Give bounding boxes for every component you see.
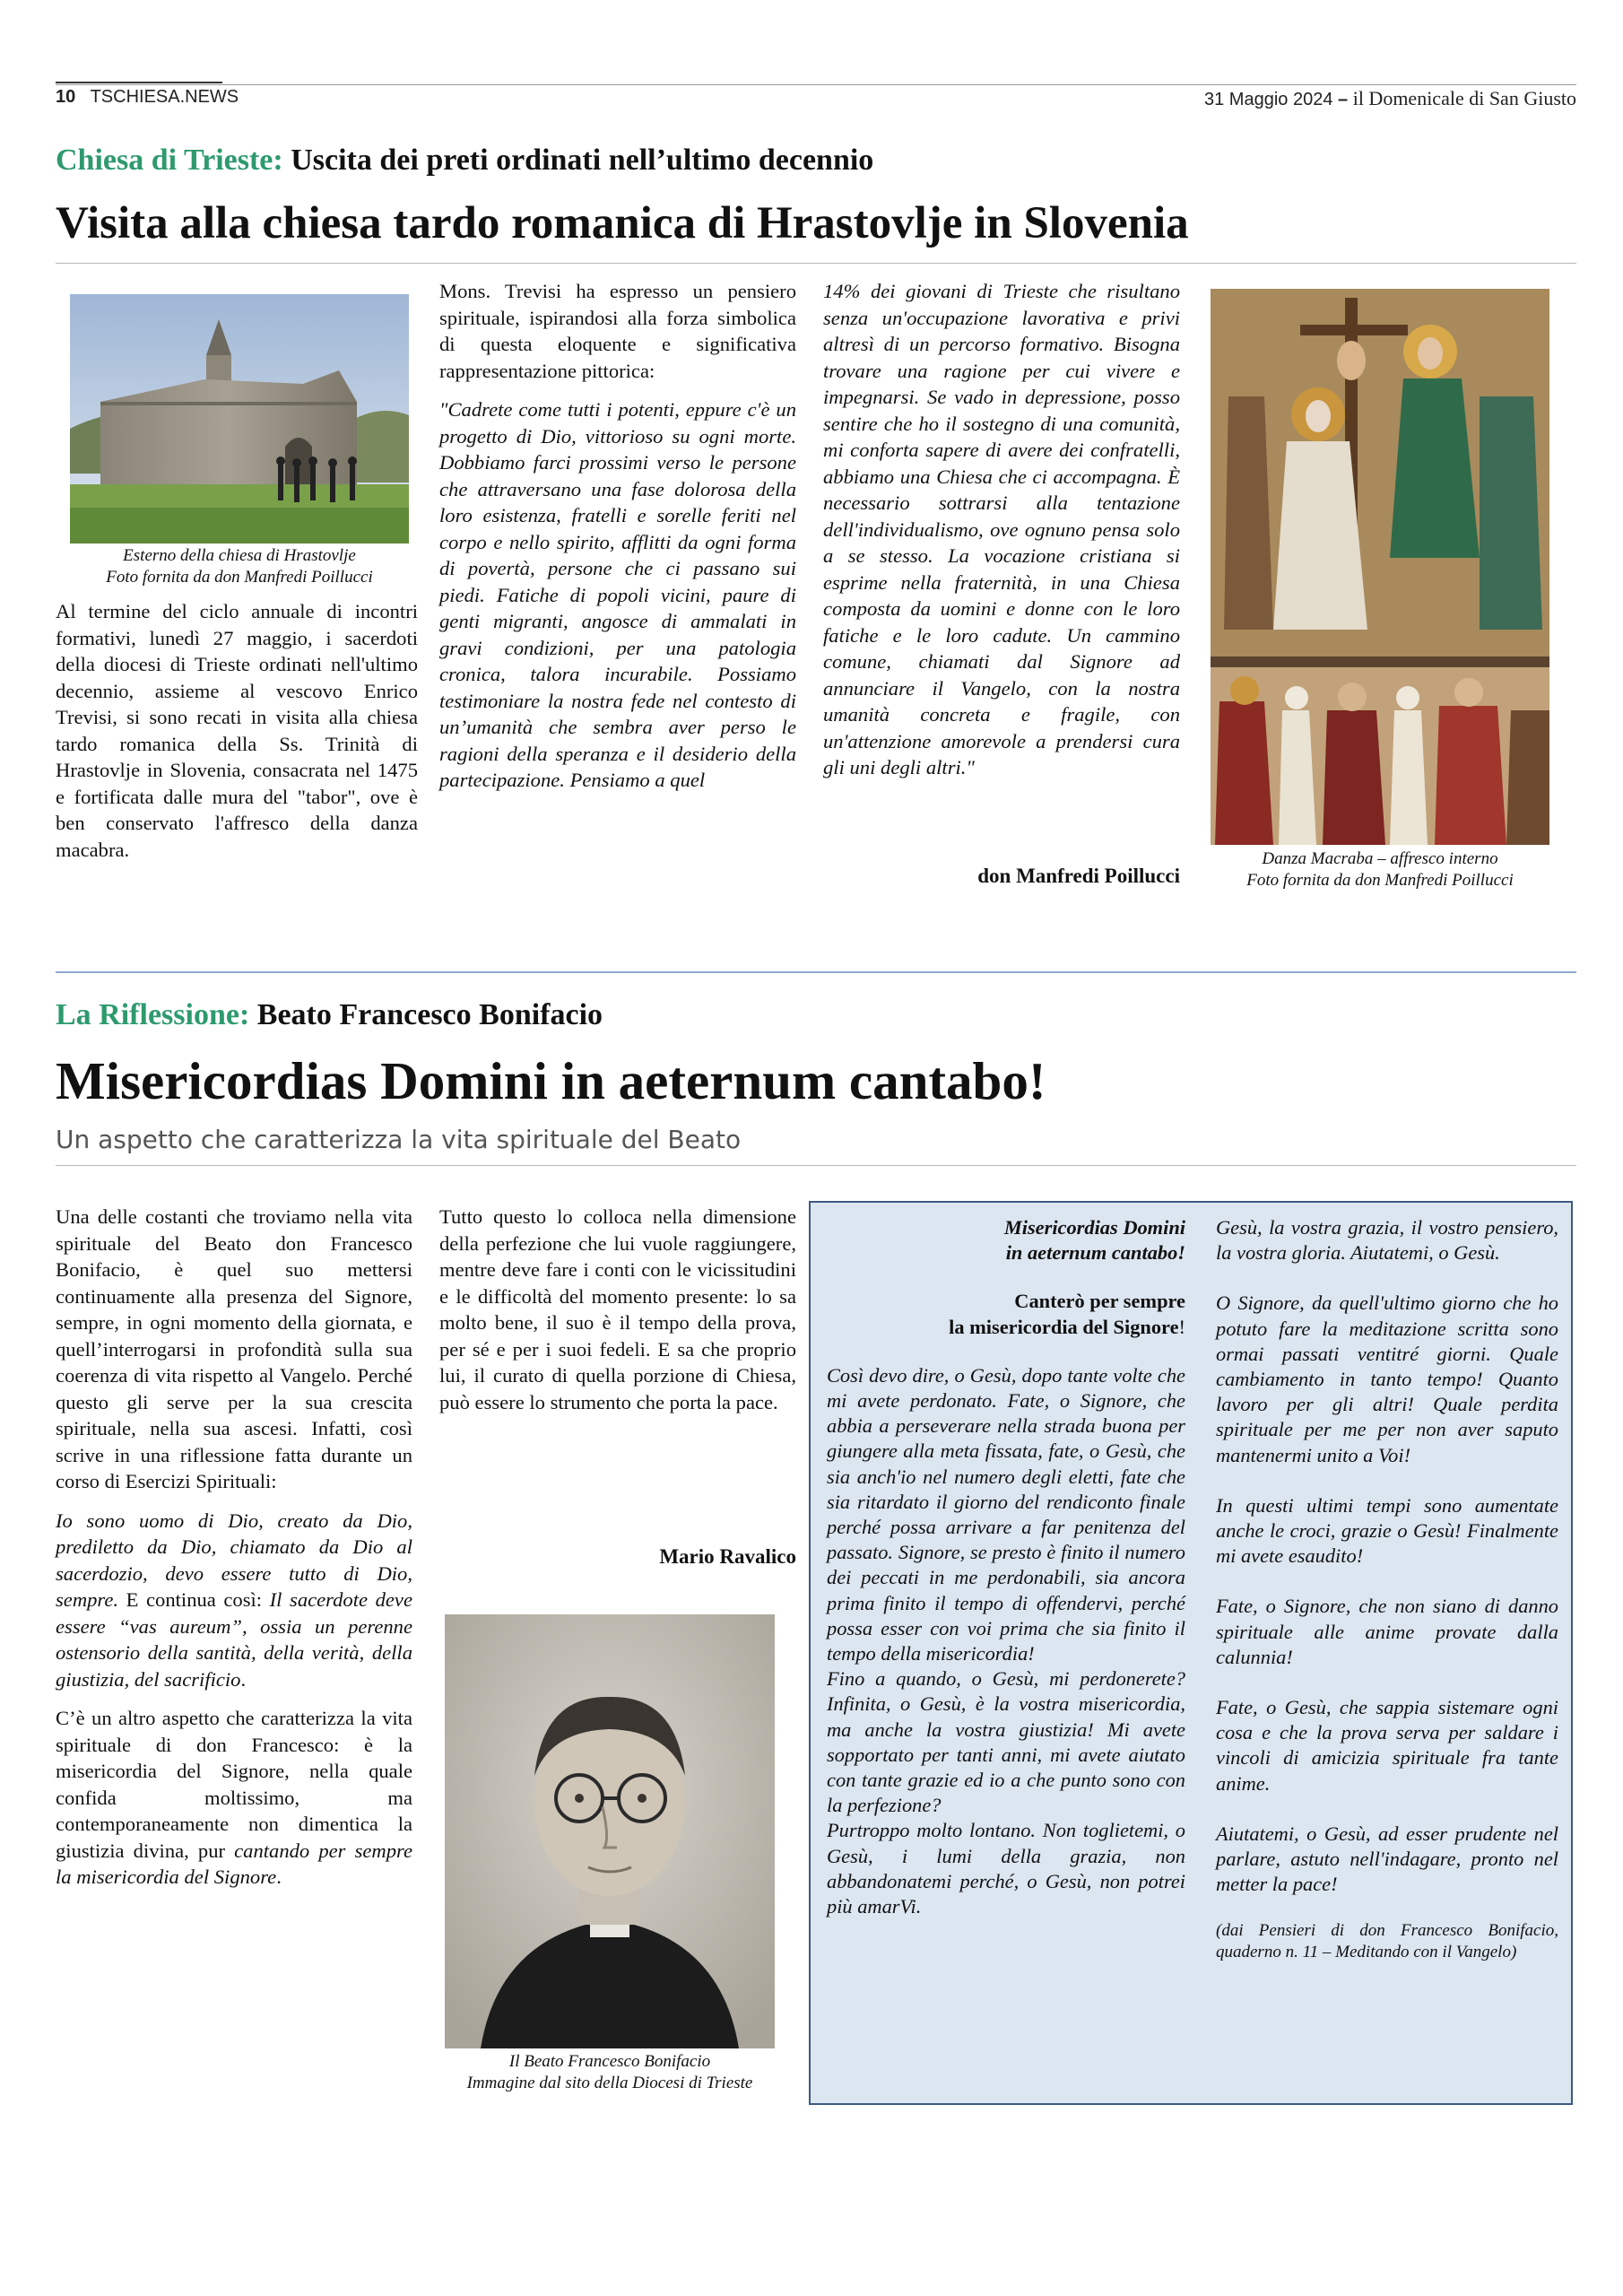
article2-column1 [56, 1204, 412, 1891]
issue-date: 31 Maggio 2024 [1204, 90, 1333, 109]
heading-text: la misericordia del Signore [949, 1315, 1179, 1338]
article2-col1-p2 [56, 1508, 412, 1693]
article1-col1-text: Al termine del ciclo annuale di incontri formativi, lunedì 27 maggio, i sacerdoti della diocesi di Trieste ordinati nell'ultimo decennio, assieme al vescovo Enrico Trevisi, si sono recati in visita alla chiesa tardo romanica della Ss. Trinità di Hrastovlje in Slovenia, consacrata nel 1475 e fortificata dalle mura del "tabor", ove è ben conservato l'affresco della danza macabra. [56, 600, 418, 861]
box-right-p1: Gesù, la vostra grazia, il vostro pensiero, la vostra gloria. Aiutatemi, o Gesù. [1216, 1216, 1558, 1265]
body-text: . [240, 1667, 247, 1691]
article2-subtitle-rule [56, 1165, 1576, 1166]
paper-name: il Domenicale di San Giusto [1352, 87, 1576, 109]
article1-column2 [439, 278, 796, 794]
church-exterior-photo [70, 294, 409, 544]
article1-title: Visita alla chiesa tardo romanica di Hrastovlje in Slovenia [56, 198, 1189, 248]
article2-title: Misericordias Domini in aeternum cantabo! [56, 1051, 1046, 1110]
heading-line: Misericordias Domini [1003, 1216, 1185, 1239]
heading-line [827, 1315, 1185, 1340]
article1-column1 [56, 598, 418, 863]
bonifacio-portrait-photo [445, 1614, 775, 2048]
box-left-p3: Purtroppo molto lontano. Non toglietemi, o Gesù, i lumi della grazia, non abbandonatemi perché, o Gesù, non potrei più amarVi. [827, 1819, 1185, 1918]
article1-section: Chiesa di Trieste: [56, 144, 283, 177]
box-left-p2: Fino a quando, o Gesù, mi perdonerete? Infinita, o Gesù, è la vostra misericordia, ma anche la vostra giustizia! Mi avete sopportato per tanti anni, mi avete aiutato con tante grazie ed io a che punto sono con la perfezione? [827, 1667, 1185, 1817]
box-right-p3: In questi ultimi tempi sono aumentate anche le croci, grazie o Gesù! Finalmente mi avete esaudito! [1216, 1493, 1558, 1568]
article1-column3 [823, 278, 1180, 781]
header-rule [56, 84, 1576, 85]
article2-author: Mario Ravalico [659, 1545, 796, 1568]
article2-col2-text: Tutto questo lo colloca nella dimensione della perfezione che lui vuole raggiungere, mentre deve fare i conti con le vicissitudini e le difficoltà del momento presente: lo sa molto bene, il suo è il tempo della prova, per sé e per i suoi fedeli. E sa che proprio lui, il curato di quella porzione di Chiesa, può essere lo strumento che porta la pace. [439, 1205, 796, 1413]
quote-text: cantando per sempre la misericordia del Signore [56, 1839, 412, 1888]
article1-kicker [56, 144, 873, 178]
article1-col3-quote: 14% dei giovani di Trieste che risultano senza un'occupazione lavorativa e privi altresì di un percorso formativo. Bisogna trovare una ragione per cui vivere e impegnarsi. Se vado in depressione, posso sentire che ho il sostegno di una comunità, mi conforta sapere di avere dei confratelli, abbiamo una Chiesa che ci accompagna. È necessario sottrarsi alla tentazione dell'individualismo, ove ognuno pensa solo a se stesso. La vocazione cristiana si esprime nella fraternità, in una Chiesa composta da uomini e donne con le loro fatiche e le loro cadute. Un cammino comune, chiamati dal Signore ad annunciare il Vangelo, con la nostra umanità concreta e fragile, con un'attenzione amorevole a prendersi cura gli uni degli altri." [823, 280, 1180, 778]
fresco-caption [1202, 848, 1558, 891]
body-text: . [276, 1866, 282, 1888]
pensieri-quote-box [809, 1201, 1573, 2105]
caption-line: Il Beato Francesco Bonifacio [508, 2052, 711, 2071]
article1-title-rule [56, 263, 1576, 264]
article2-topic: Beato Francesco Bonifacio [256, 998, 603, 1031]
article2-section: La Riflessione: [56, 998, 250, 1031]
header-right [1204, 87, 1576, 110]
article2-kicker [56, 998, 603, 1032]
quote-box-right-column [1216, 1215, 1558, 1963]
fresco-photo [1211, 289, 1549, 845]
page-number: 10 [56, 87, 76, 107]
body-text: E continua così: [118, 1588, 270, 1611]
caption-line: Foto fornita da don Manfredi Poillucci [1246, 871, 1514, 890]
quote-text: Io sono uomo di Dio, creato da Dio, prediletto da Dio, chiamato da Dio al sacerdozio, devo essere tutto di Dio, sempre. [56, 1509, 412, 1611]
box-right-p5: Fate, o Gesù, che sappia sistemare ogni cosa e che la prova serva per saldare i vincoli di amicizia spirituale fra tante anime. [1216, 1696, 1558, 1795]
box-right-p2: O Signore, da quell'ultimo giorno che ho potuto fare la meditazione scritta sono ormai passati ventitré giorni. Quale cambiamento in tanto tempo! Quanto lavoro per gli altri! Quale perdita spirituale per me per non aver saputo mantenermi unito a Voi! [1216, 1292, 1558, 1466]
header-rule-accent [56, 82, 222, 83]
article1-topic: Uscita dei preti ordinati nell’ultimo decennio [291, 144, 874, 177]
article1-col2-quote: "Cadrete come tutti i potenti, eppure c'è un progetto di Dio, vittorioso su ogni morte. Dobbiamo farci prossimi verso le persone che attraversano una fase dolorosa della loro esistenza, fratelli e sorelle feriti nel corpo e nello spirito, afflitti da ogni forma di povertà, persone che ci passano sui piedi. Fatiche di popoli vicini, paure di genti migranti, angosce di ammalati in gravi condizioni, per una patologia cronica, talora incurabile. Possiamo testimoniare la nostra fede nel contesto di un’umanità che sembra aver perso le ragioni della speranza e il desiderio della partecipazione. Pensiamo a quel [439, 398, 796, 791]
caption-line: Immagine dal sito della Diocesi di Trieste [466, 2074, 753, 2092]
article2-col1-p3 [56, 1705, 412, 1891]
caption-line: Danza Macraba – affresco interno [1262, 849, 1498, 868]
caption-line: Esterno della chiesa di Hrastovlje [123, 546, 356, 565]
quote-box-subheading [827, 1289, 1185, 1339]
body-text: C’è un altro aspetto che caratterizza la vita spirituale di don Francesco: è la misericordia del Signore, nella quale confida moltissimo, ma contemporaneamente non dimentica la giustizia divina, pur [56, 1707, 412, 1862]
box-left-p1: Così devo dire, o Gesù, dopo tante volte che mi avete perdonato. Fate, o Signore, che abbia a perseverare nella strada buona per giungere alla meta fissata, fate, o Gesù, che sia anch'io nel numero degli eletti, fate che sia ritardato il giorno del rendiconto finale perché possa arrivare a far penitenza del passato. Signore, se presto è finito il numero dei peccati in me perdonabili, sia ancora prima finito il tempo di offendervi, perché possa esser con voi prima che sia finito il tempo della misericordia! [827, 1363, 1185, 1665]
box-right-p6: Aiutatemi, o Gesù, ad esser prudente nel parlare, astuto nell'indagare, pronto nel metter la pace! [1216, 1822, 1558, 1896]
quote-box-heading [827, 1215, 1185, 1265]
bonifacio-portrait-caption [430, 2051, 789, 2094]
article2-column2 [439, 1204, 796, 1415]
box-right-p4: Fate, o Signore, che non siano di danno spirituale alle anime provate dalla calunnia! [1216, 1595, 1558, 1668]
site-name: TSCHIESA.NEWS [90, 87, 239, 107]
heading-line: Canterò per sempre [1014, 1290, 1185, 1313]
quote-box-left-column [827, 1215, 1185, 1919]
heading-end: ! [1178, 1315, 1185, 1338]
heading-line: in aeternum cantabo! [1005, 1241, 1185, 1265]
header-left [56, 87, 239, 108]
article1-col2-intro: Mons. Trevisi ha espresso un pensiero spirituale, ispirandosi alla forza simbolica di questa eloquente e significativa rappresentazione pittorica: [439, 280, 796, 382]
article1-author: don Manfredi Poillucci [977, 865, 1180, 887]
section-divider [56, 971, 1576, 973]
article2-subtitle: Un aspetto che caratterizza la vita spirituale del Beato [56, 1125, 742, 1154]
church-exterior-caption [59, 545, 420, 588]
article2-col1-p1: Una delle costanti che troviamo nella vita spirituale del Beato don Francesco Bonifacio, è quel suo mettersi continuamente alla presenza del Signore, sempre, in ogni momento della giornata, e quell’interrogarsi in profondità sulla sua coerenza di vita rispetto al Vangelo. Perché questo gli serve per la sua crescita spirituale, nella sua ascesi. Infatti, così scrive in una riflessione fatta durante un corso di Esercizi Spirituali: [56, 1205, 412, 1492]
caption-line: Foto fornita da don Manfredi Poillucci [106, 568, 373, 587]
quote-text: Il sacerdote deve essere “vas aureum”, ossia un perenne ostensorio della santità, della verità, della giustizia, del sacrificio [56, 1588, 412, 1691]
box-source-note: (dai Pensieri di don Francesco Bonifacio, quaderno n. 11 – Meditando con il Vangelo) [1216, 1921, 1558, 1962]
header-separator: – [1338, 90, 1349, 109]
